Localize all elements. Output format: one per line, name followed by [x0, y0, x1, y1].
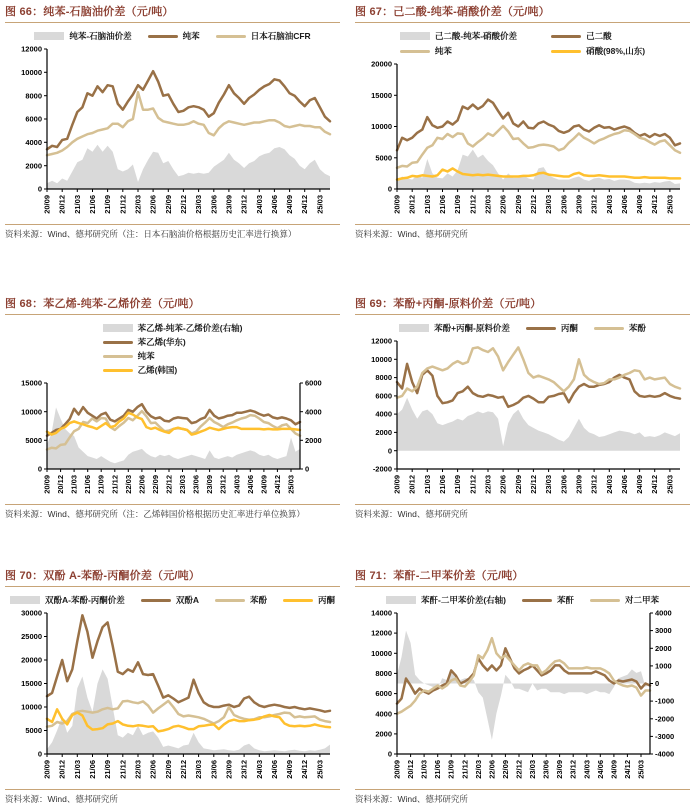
figure-70-card — [0, 564, 350, 811]
plot-area — [5, 378, 340, 502]
y-tick-label: 0 — [387, 749, 392, 759]
x-tick-label: 21/09 — [96, 475, 106, 494]
series-line — [397, 638, 650, 714]
x-tick-label: 22/03 — [483, 475, 493, 494]
x-tick-label: 24/03 — [254, 195, 264, 214]
y-tick-label: 10000 — [21, 702, 42, 712]
x-tick-label: 22/12 — [178, 760, 188, 779]
y-tick-label-right: 3000 — [655, 626, 672, 636]
x-tick-label: 22/12 — [164, 475, 174, 494]
y-tick-label-right: 4000 — [655, 608, 672, 618]
plot-area — [5, 44, 340, 222]
x-tick-label: 22/12 — [514, 760, 524, 779]
x-tick-label: 23/09 — [224, 195, 234, 214]
y-tick-label: 10000 — [371, 648, 392, 658]
title-divider — [355, 22, 690, 23]
x-tick-label: 24/09 — [259, 475, 269, 494]
x-tick-label: 21/03 — [422, 195, 432, 214]
x-tick-label: 23/09 — [555, 760, 565, 779]
legend-label: 乙烯(韩国) — [137, 365, 178, 375]
x-tick-label: 23/03 — [544, 475, 554, 494]
title-divider — [5, 22, 340, 23]
x-tick-label: 24/12 — [272, 475, 282, 494]
y-tick-label: 0 — [37, 749, 42, 759]
legend-item — [400, 30, 517, 42]
y-tick-label: 2000 — [375, 729, 392, 739]
y-tick-label-right: -4000 — [655, 749, 675, 759]
x-tick-label: 24/06 — [619, 475, 629, 494]
x-tick-label: 20/12 — [57, 760, 67, 779]
y-tick-label-right: 2000 — [305, 435, 322, 445]
x-tick-label: 21/12 — [110, 475, 120, 494]
x-tick-label: 23/06 — [209, 195, 219, 214]
series-area — [47, 407, 300, 469]
x-tick-label: 20/09 — [392, 475, 402, 494]
y-tick-label: 0 — [387, 184, 392, 194]
line-swatch — [283, 599, 313, 602]
x-tick-label: 21/09 — [453, 195, 463, 214]
y-tick-label: 10000 — [371, 354, 392, 364]
y-tick-label: 10000 — [371, 122, 392, 132]
area-swatch — [103, 324, 133, 332]
x-tick-label: 21/06 — [438, 195, 447, 214]
x-tick-label: 22/03 — [133, 195, 143, 214]
figure-title: 图 67：己二酸-纯苯-硝酸价差（元/吨） — [355, 6, 550, 18]
y-tick-label: 12000 — [371, 336, 392, 346]
x-tick-label: 23/03 — [194, 760, 204, 779]
chart-svg — [5, 378, 340, 502]
x-tick-label: 20/12 — [407, 475, 417, 494]
legend-item — [216, 30, 311, 42]
legend — [5, 594, 340, 606]
y-tick-label: 30000 — [21, 608, 42, 618]
y-tick-label: 20000 — [371, 59, 392, 69]
x-tick-label: 20/09 — [42, 760, 52, 779]
legend — [355, 322, 690, 334]
series-area — [397, 398, 680, 451]
figure-67-card — [350, 0, 700, 292]
x-tick-label: 24/12 — [622, 760, 632, 779]
x-tick-label: 22/03 — [123, 475, 133, 494]
legend-item — [103, 364, 178, 376]
x-tick-label: 25/03 — [286, 475, 296, 494]
legend-label: 苯乙烯-纯苯-乙烯价差(右轴) — [137, 323, 243, 333]
source-divider — [355, 224, 690, 225]
legend-item — [103, 350, 155, 362]
y-tick-label: 0 — [37, 184, 42, 194]
x-tick-label: 21/06 — [83, 475, 93, 494]
x-tick-label: 25/03 — [665, 195, 675, 214]
x-tick-label: 20/12 — [57, 195, 67, 214]
x-tick-label: 22/03 — [133, 760, 143, 779]
legend-label: 苯酐 — [556, 595, 574, 605]
x-tick-label: 22/12 — [528, 195, 538, 214]
y-tick-label: 6000 — [375, 689, 392, 699]
legend-item — [386, 594, 506, 606]
y-tick-label: 2000 — [25, 161, 42, 171]
y-tick-label: 12000 — [371, 628, 392, 638]
legend-item — [551, 30, 645, 42]
x-tick-label: 21/12 — [460, 760, 470, 779]
line-swatch — [400, 50, 430, 53]
legend-item — [590, 594, 659, 606]
x-tick-label: 22/06 — [137, 475, 147, 494]
legend-label: 纯苯 — [137, 351, 155, 361]
legend — [355, 594, 690, 606]
x-tick-label: 23/09 — [224, 760, 234, 779]
chart-svg — [5, 608, 340, 787]
figure-68-card — [0, 292, 350, 564]
x-tick-label: 23/06 — [559, 195, 569, 214]
x-tick-label: 23/09 — [574, 195, 584, 214]
y-tick-label-right: -1000 — [655, 696, 675, 706]
legend-item — [10, 594, 125, 606]
title-divider — [5, 314, 340, 315]
x-tick-label: 24/06 — [619, 195, 629, 214]
x-tick-label: 23/03 — [544, 195, 554, 214]
area-swatch — [400, 32, 430, 40]
x-tick-label: 24/09 — [635, 475, 645, 494]
plot-area — [355, 608, 690, 787]
x-tick-label: 25/03 — [315, 760, 325, 779]
figure-title: 图 69：苯酚+丙酮-原料价差（元/吨） — [355, 298, 542, 310]
x-tick-label: 22/09 — [163, 760, 173, 779]
legend-label: 苯酚 — [628, 323, 646, 333]
x-tick-label: 21/06 — [88, 760, 97, 779]
x-tick-label: 20/12 — [406, 760, 416, 779]
x-tick-label: 23/12 — [589, 475, 599, 494]
plot-area — [355, 59, 690, 222]
title-divider — [355, 586, 690, 587]
y-tick-label: 0 — [387, 446, 392, 456]
series-area — [47, 145, 330, 189]
x-tick-label: 24/06 — [269, 195, 279, 214]
legend-label: 苯乙烯(华东) — [137, 337, 186, 347]
x-tick-label: 22/03 — [483, 195, 493, 214]
x-tick-label: 21/03 — [419, 760, 429, 779]
x-tick-label: 24/03 — [254, 760, 264, 779]
series-line — [397, 100, 680, 151]
area-swatch — [399, 324, 429, 332]
legend-item — [34, 30, 131, 42]
x-tick-label: 23/06 — [191, 475, 201, 494]
y-tick-label-right: 6000 — [305, 378, 322, 388]
y-tick-label: 15000 — [21, 679, 42, 689]
x-tick-label: 23/12 — [589, 195, 599, 214]
x-tick-label: 22/09 — [500, 760, 510, 779]
figure-69-card — [350, 292, 700, 564]
y-tick-label: -2000 — [372, 464, 392, 474]
y-tick-label: 8000 — [25, 91, 42, 101]
legend-label: 纯苯 — [434, 46, 452, 56]
series-line — [47, 71, 330, 149]
x-tick-label: 22/03 — [473, 760, 483, 779]
x-tick-label: 23/12 — [239, 760, 249, 779]
line-swatch — [103, 341, 133, 344]
legend-item — [594, 322, 646, 334]
y-tick-label-right: -3000 — [655, 732, 675, 741]
line-swatch — [590, 599, 620, 602]
line-swatch — [522, 599, 552, 602]
legend-label: 日本石脑油CFR — [250, 31, 311, 41]
line-swatch — [103, 355, 133, 358]
x-tick-label: 21/09 — [446, 760, 456, 779]
x-tick-label: 24/03 — [604, 475, 614, 494]
y-tick-label: 5000 — [25, 435, 42, 445]
legend-item — [283, 594, 335, 606]
line-swatch — [216, 35, 246, 38]
legend-item — [399, 322, 510, 334]
y-tick-label: 6000 — [25, 114, 42, 124]
x-tick-label: 24/06 — [595, 760, 605, 779]
legend-item — [400, 45, 517, 57]
legend-label: 苯酚 — [249, 595, 267, 605]
line-swatch — [594, 327, 624, 330]
y-tick-label: 12000 — [21, 44, 42, 54]
y-tick-label: 15000 — [21, 378, 42, 388]
legend-label: 纯苯 — [182, 31, 200, 41]
source-note: 资料来源：Wind、德邦研究所 — [355, 794, 468, 804]
x-tick-label: 24/06 — [245, 475, 255, 494]
x-tick-label: 25/03 — [636, 760, 646, 779]
y-tick-label: 4000 — [25, 137, 42, 147]
source-divider — [355, 789, 690, 790]
source-note: 资料来源：Wind、德邦研究所（注：日本石脑油价格根据历史汇率进行换算） — [5, 229, 297, 239]
y-tick-label: 4000 — [375, 709, 392, 719]
line-swatch — [551, 35, 581, 38]
legend-label: 己二酸-纯苯-硝酸价差 — [434, 31, 518, 41]
x-tick-label: 25/03 — [665, 475, 675, 494]
legend-item — [526, 322, 578, 334]
title-divider — [5, 586, 340, 587]
x-tick-label: 24/03 — [582, 760, 592, 779]
source-note: 资料来源：Wind、德邦研究所 — [355, 229, 468, 239]
area-swatch — [10, 596, 40, 604]
x-tick-label: 24/12 — [650, 195, 660, 214]
x-tick-label: 22/06 — [498, 195, 508, 214]
chart-svg — [5, 44, 340, 222]
legend-label: 丙酮 — [560, 323, 578, 333]
source-note: 资料来源：Wind、德邦研究所（注：乙烯韩国价格根据历史汇率进行单位换算） — [5, 509, 305, 519]
y-tick-label-right: 1000 — [655, 661, 672, 671]
legend-label: 双酚A — [175, 595, 199, 605]
source-note: 资料来源：Wind、德邦研究所 — [5, 794, 118, 804]
x-tick-label: 23/09 — [574, 475, 584, 494]
area-swatch — [386, 596, 416, 604]
y-tick-label-right: -2000 — [655, 714, 675, 724]
figure-66-card — [0, 0, 350, 292]
x-tick-label: 23/09 — [205, 475, 215, 494]
y-tick-label: 5000 — [375, 153, 392, 163]
x-tick-label: 23/03 — [178, 475, 187, 494]
series-line — [397, 126, 680, 168]
legend-label: 对二甲苯 — [625, 595, 660, 605]
x-tick-label: 22/09 — [150, 475, 160, 494]
chart-svg — [355, 336, 690, 502]
x-tick-label: 21/09 — [453, 475, 463, 494]
y-tick-label: 0 — [37, 464, 42, 474]
plot-area — [355, 336, 690, 502]
legend — [355, 30, 690, 57]
legend-label: 己二酸 — [586, 31, 612, 41]
legend-label: 硝酸(98%,山东) — [586, 46, 646, 56]
x-tick-label: 24/12 — [300, 195, 310, 214]
x-tick-label: 21/06 — [433, 760, 443, 779]
x-tick-label: 23/03 — [528, 760, 537, 779]
x-tick-label: 21/06 — [88, 195, 97, 214]
legend-label: 双酚A-苯酚-丙酮价差 — [45, 595, 125, 605]
series-area — [397, 150, 680, 189]
x-tick-label: 21/03 — [69, 475, 79, 494]
area-swatch — [34, 32, 64, 40]
y-tick-label: 4000 — [375, 409, 392, 419]
legend-label: 苯酐-二甲苯价差(右轴) — [420, 595, 506, 605]
line-swatch — [141, 599, 171, 602]
x-tick-label: 25/03 — [315, 195, 325, 214]
x-tick-label: 24/09 — [285, 195, 295, 214]
legend-label: 丙酮 — [317, 595, 335, 605]
source-divider — [5, 224, 340, 225]
x-tick-label: 22/09 — [513, 195, 523, 214]
series-line — [47, 92, 330, 155]
legend-item — [215, 594, 267, 606]
y-tick-label-right: 2000 — [655, 643, 672, 653]
legend-item — [103, 322, 243, 334]
legend — [5, 30, 340, 42]
x-tick-label: 22/06 — [148, 760, 158, 779]
chart-svg — [355, 59, 690, 222]
figure-title: 图 68：苯乙烯-纯苯-乙烯价差（元/吨） — [5, 298, 200, 310]
x-tick-label: 21/12 — [468, 475, 478, 494]
legend — [103, 322, 243, 376]
x-tick-label: 23/12 — [568, 760, 578, 779]
y-tick-label: 2000 — [375, 428, 392, 437]
plot-area — [5, 608, 340, 787]
x-tick-label: 21/12 — [118, 760, 128, 779]
x-tick-label: 20/09 — [392, 195, 402, 214]
x-tick-label: 20/09 — [42, 195, 52, 214]
legend-item — [103, 336, 186, 348]
x-tick-label: 21/09 — [103, 760, 113, 779]
x-tick-label: 21/12 — [468, 195, 478, 214]
x-tick-label: 24/09 — [285, 760, 295, 779]
line-swatch — [526, 327, 556, 330]
y-tick-label: 6000 — [375, 391, 392, 401]
x-tick-label: 23/06 — [541, 760, 551, 779]
x-tick-label: 24/09 — [609, 760, 619, 779]
line-swatch — [551, 50, 581, 53]
legend-item — [148, 30, 200, 42]
x-tick-label: 23/03 — [194, 195, 204, 214]
y-tick-label: 5000 — [25, 726, 42, 736]
series-line — [397, 347, 680, 397]
line-swatch — [103, 369, 133, 372]
x-tick-label: 21/03 — [72, 760, 82, 779]
source-divider — [355, 504, 690, 505]
x-tick-label: 22/06 — [148, 195, 158, 214]
line-swatch — [215, 599, 245, 602]
x-tick-label: 22/06 — [498, 475, 508, 494]
x-tick-label: 20/09 — [392, 760, 402, 779]
x-tick-label: 21/06 — [438, 475, 447, 494]
x-tick-label: 21/03 — [72, 195, 82, 214]
source-note: 资料来源：Wind、德邦研究所 — [355, 509, 468, 519]
x-tick-label: 21/03 — [422, 475, 432, 494]
x-tick-label: 20/09 — [42, 475, 52, 494]
y-tick-label: 14000 — [371, 608, 392, 618]
source-divider — [5, 789, 340, 790]
y-tick-label-right: 4000 — [305, 407, 322, 417]
x-tick-label: 24/12 — [650, 475, 660, 494]
y-tick-label: 20000 — [21, 655, 42, 665]
legend-label: 纯苯-石脑油价差 — [69, 31, 132, 41]
x-tick-label: 23/06 — [559, 475, 569, 494]
series-line — [47, 615, 330, 711]
figure-title: 图 66：纯苯-石脑油价差（元/吨） — [5, 6, 174, 18]
y-tick-label-right: 0 — [655, 679, 660, 689]
x-tick-label: 23/12 — [239, 195, 249, 214]
x-tick-label: 23/12 — [218, 475, 228, 494]
x-tick-label: 24/09 — [635, 195, 645, 214]
y-tick-label: 10000 — [21, 407, 42, 417]
figure-71-card — [350, 564, 700, 811]
x-tick-label: 21/12 — [118, 195, 128, 214]
title-divider — [355, 314, 690, 315]
y-tick-label: 10000 — [21, 67, 42, 77]
y-tick-label: 8000 — [375, 373, 392, 383]
x-tick-label: 23/06 — [209, 760, 219, 779]
x-tick-label: 24/12 — [300, 760, 310, 779]
x-tick-label: 22/12 — [178, 195, 188, 214]
x-tick-label: 24/06 — [269, 760, 279, 779]
y-tick-label: 25000 — [21, 632, 42, 642]
line-swatch — [148, 35, 178, 38]
x-tick-label: 21/09 — [103, 195, 113, 214]
figure-title: 图 71：苯酐-二甲苯价差（元/吨） — [355, 570, 524, 582]
x-tick-label: 22/09 — [163, 195, 173, 214]
x-tick-label: 20/12 — [56, 475, 66, 494]
legend-item — [551, 45, 645, 57]
series-area — [397, 631, 650, 740]
figure-title: 图 70：双酚 A-苯酚-丙酮价差（元/吨） — [5, 570, 201, 582]
x-tick-label: 24/03 — [604, 195, 614, 214]
y-tick-label-right: 0 — [305, 464, 310, 474]
source-divider — [5, 504, 340, 505]
legend-label: 苯酚+丙酮-原料价差 — [434, 323, 510, 333]
y-tick-label: 15000 — [371, 90, 392, 100]
chart-svg — [355, 608, 690, 787]
x-tick-label: 22/09 — [513, 475, 523, 494]
legend-item — [141, 594, 199, 606]
x-tick-label: 24/03 — [232, 475, 242, 494]
y-tick-label: 8000 — [375, 669, 392, 678]
legend-item — [522, 594, 574, 606]
x-tick-label: 22/06 — [487, 760, 497, 779]
x-tick-label: 22/12 — [528, 475, 538, 494]
x-tick-label: 20/12 — [407, 195, 417, 214]
